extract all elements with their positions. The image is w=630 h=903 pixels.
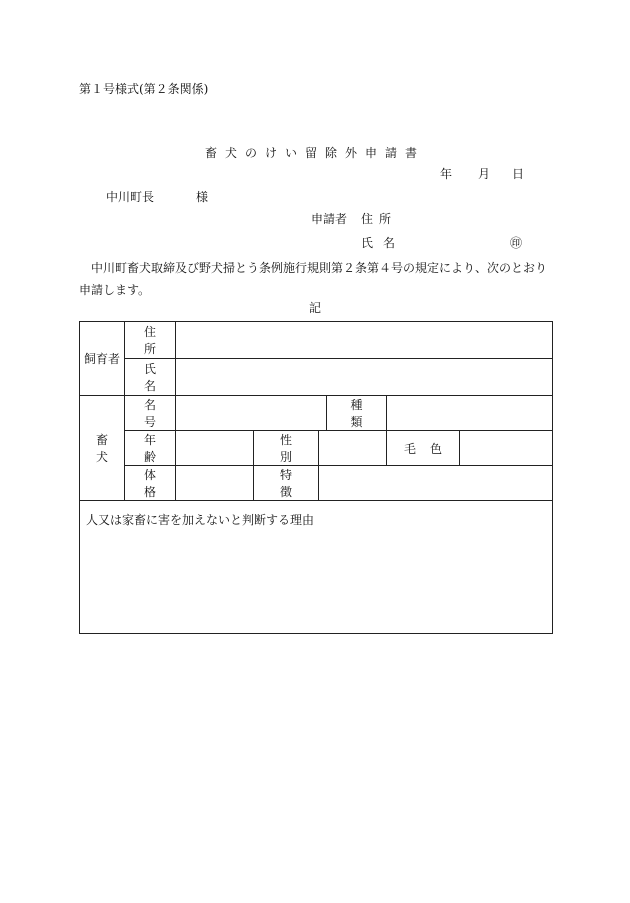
physique-field[interactable] [176,466,254,501]
physique-label: 体格 [125,466,176,501]
applicant-label: 申請者 [311,212,348,226]
date-day-label: 日 [512,167,525,181]
age-label: 年齢 [125,431,176,466]
ki-heading: 記 [308,301,321,315]
features-field[interactable] [319,466,553,501]
reason-field[interactable] [80,501,553,634]
breed-label: 種類 [327,396,387,431]
form-title: 畜犬のけい留除外申請書 [204,146,425,160]
reason-label: 人又は家畜に害を加えないと判断する理由 [86,513,315,527]
applicant-address-label: 住所 [361,212,398,226]
owner-address-label: 住所 [125,322,176,359]
breed-field[interactable] [387,396,553,431]
owner-address-field[interactable] [176,322,553,359]
coat-field[interactable] [460,431,553,466]
dog-label: 畜犬 [80,396,125,501]
coat-label: 毛色 [387,431,460,466]
dog-name-label: 名号 [125,396,176,431]
seal-mark: ㊞ [510,236,523,250]
body-text: 中川町畜犬取締及び野犬掃とう条例施行規則第２条第４号の規定により、次のとおり申請します。 [79,261,548,297]
application-form-table [79,321,553,634]
owner-name-label: 氏名 [125,359,176,396]
dog-name-field[interactable] [176,396,327,431]
owner-label: 飼育者 [80,322,125,396]
features-label: 特徴 [254,466,319,501]
honorific: 様 [196,190,209,204]
date-month-label: 月 [478,167,491,181]
applicant-name-label: 氏名 [361,236,406,250]
age-field[interactable] [176,431,254,466]
sex-field[interactable] [319,431,387,466]
owner-name-field[interactable] [176,359,553,396]
form-number: 第１号様式(第２条関係) [79,82,209,96]
date-year-label: 年 [440,167,453,181]
sex-label: 性別 [254,431,319,466]
addressee: 中川町長 [106,190,155,204]
